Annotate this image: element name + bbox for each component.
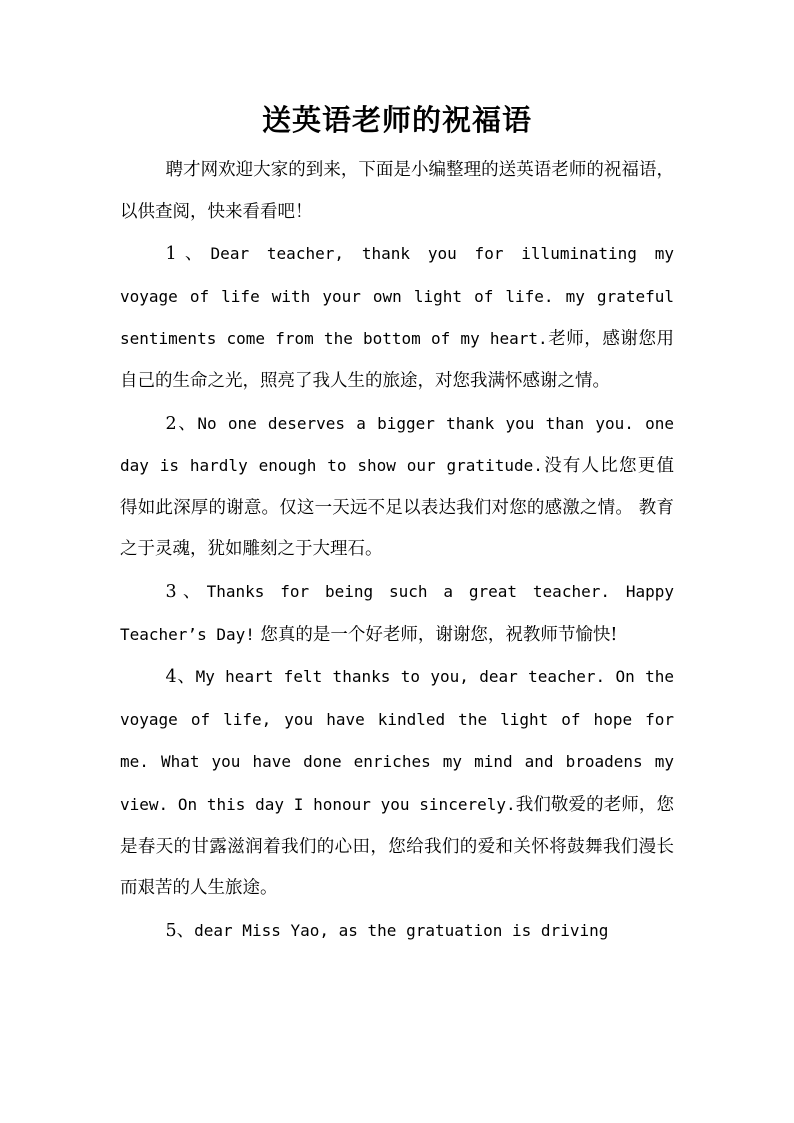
item-number: 2、: [165, 413, 198, 434]
item-chinese: 没有人比您更值得如此深厚的谢意。仅这一天远不足以表达我们对您的感激之情。 教育之于灵魂，犹如雕刻之于大理石。: [120, 456, 674, 560]
item-chinese: 我们敬爱的老师，您是春天的甘露滋润着我们的心田，您给我们的爱和关怀将鼓舞我们漫长而艰苦的人生旅途。: [120, 794, 674, 899]
wish-item-2: [120, 403, 674, 571]
document-body: [120, 150, 674, 952]
item-english: No one deserves a bigger thank you than you. one day is hardly enough to show our gratitude.: [120, 413, 675, 476]
wish-item-4: [120, 656, 674, 910]
wish-item-5: [120, 910, 674, 953]
wish-item-3: [120, 571, 674, 656]
item-number: 1、: [165, 244, 211, 265]
item-chinese: 您真的是一个好老师，谢谢您，祝教师节愉快!: [254, 624, 618, 645]
item-english: dear Miss Yao, as the gratuation is driving: [194, 920, 609, 940]
item-english: Dear teacher, thank you for illuminating my voyage of life with your own light of life. my grateful sentiments come from the bottom of my heart.: [120, 244, 674, 349]
item-english: Thanks for being such a great teacher. Happy Teacher’s Day!: [120, 581, 675, 644]
item-number: 3、: [165, 581, 207, 602]
page-title: 送英语老师的祝福语: [261, 103, 532, 137]
intro-paragraph: 聘才网欢迎大家的到来，下面是小编整理的送英语老师的祝福语，以供查阅，快来看看吧！: [120, 160, 674, 222]
item-chinese: 老师，感谢您用自己的生命之光，照亮了我人生的旅途，对您我满怀感谢之情。: [120, 329, 674, 391]
wish-item-1: [120, 233, 674, 402]
item-number: 5、: [165, 920, 195, 941]
item-number: 4、: [165, 667, 196, 688]
item-english: My heart felt thanks to you, dear teacher. On the voyage of life, you have kindled the light of hope for me. What you have done enriches my mind and broadens my view. On this day I honour you sincerely.: [120, 667, 674, 814]
